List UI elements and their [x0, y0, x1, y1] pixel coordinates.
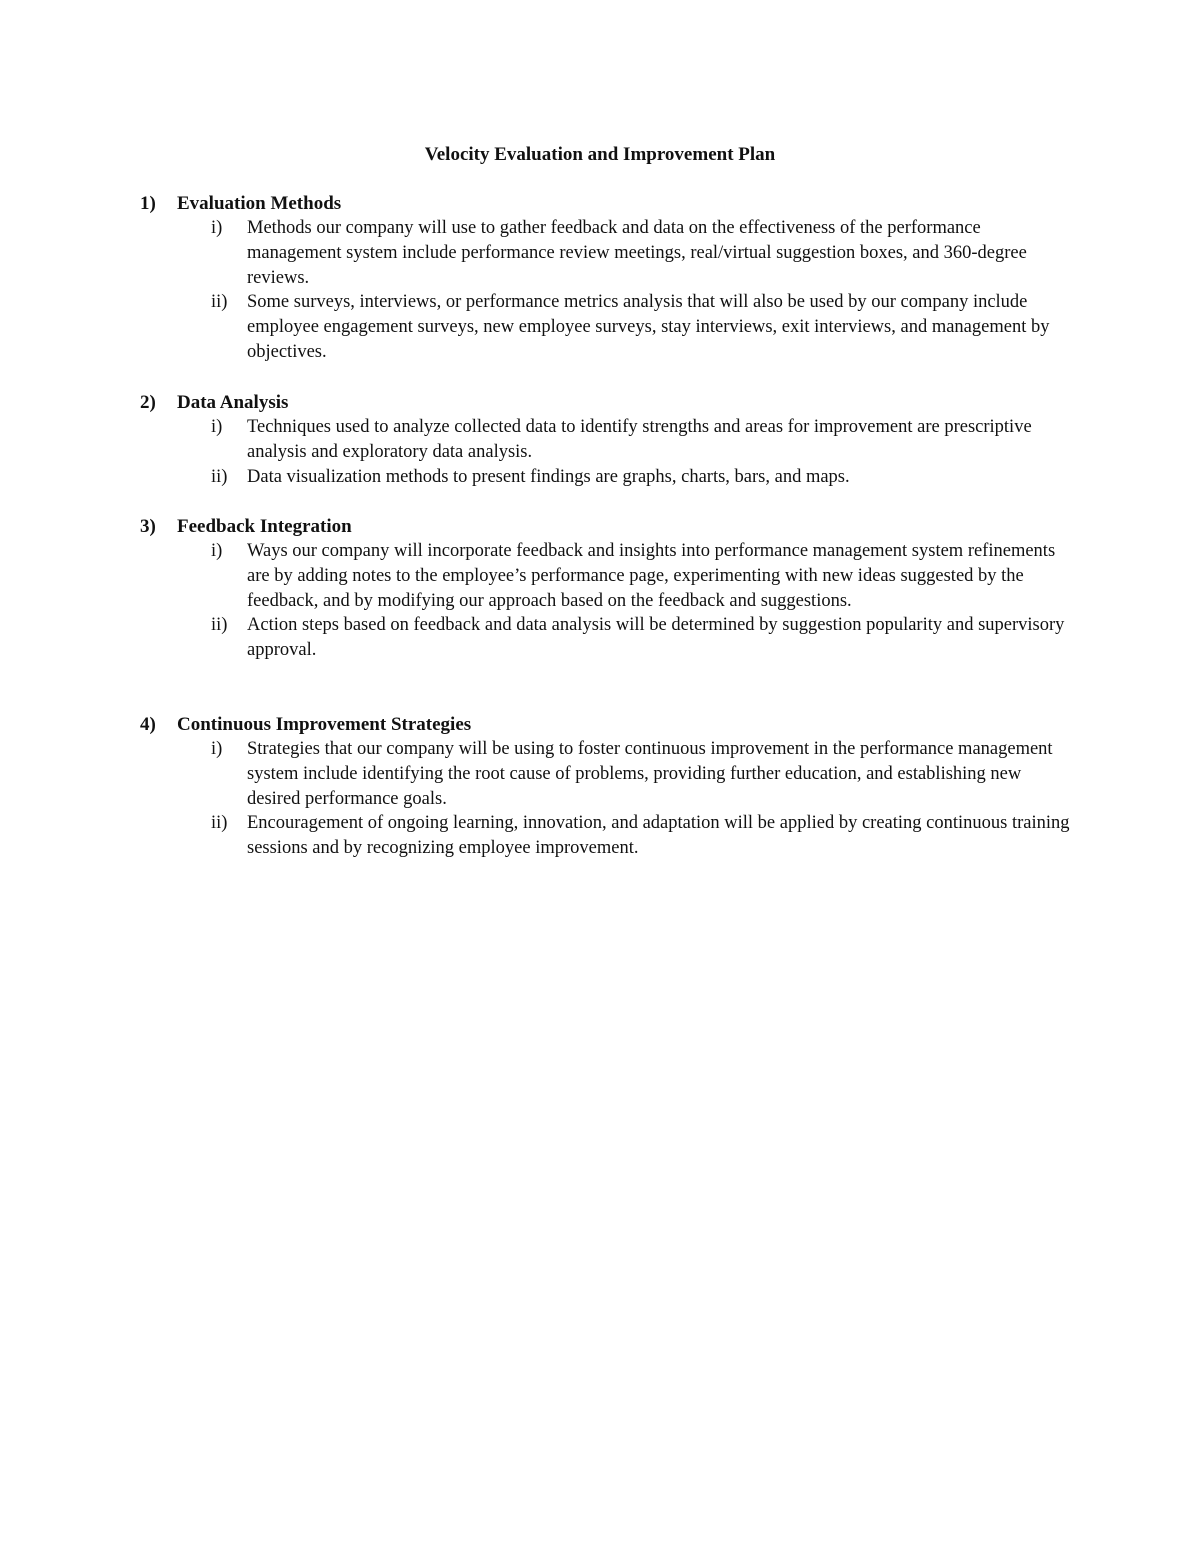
item-number: i) [211, 541, 223, 561]
item-number: ii) [211, 292, 228, 313]
list-item [140, 216, 1070, 290]
item-number: ii) [211, 615, 228, 636]
list-item [140, 290, 1070, 364]
list-item [140, 415, 1070, 465]
list-item [140, 737, 1070, 811]
section-number: 1) [140, 193, 156, 214]
item-number: i) [211, 739, 223, 759]
item-number: ii) [211, 813, 228, 834]
item-number: ii) [211, 466, 228, 487]
section-continuous-improvement [140, 713, 1070, 861]
section-title: Data Analysis [177, 392, 289, 413]
list-item [140, 465, 1070, 490]
document-title: Velocity Evaluation and Improvement Plan [424, 144, 776, 165]
item-text: Data visualization methods to present findings are graphs, charts, bars, and maps. [247, 466, 850, 487]
section-heading [140, 192, 1070, 216]
section-title: Feedback Integration [177, 516, 352, 537]
section-feedback-integration [140, 515, 1070, 663]
item-number: i) [211, 218, 223, 238]
section-heading [140, 391, 1070, 415]
item-text: Encouragement of ongoing learning, innovation, and adaptation will be applied by creating continuous training sessions and by recognizing employee improvement. [247, 813, 1070, 859]
list-item [140, 811, 1070, 861]
item-text: Some surveys, interviews, or performance metrics analysis that will also be used by our company include employee engagement surveys, new employee surveys, stay interviews, exit interviews, and management by objectives. [247, 292, 1050, 362]
section-title: Evaluation Methods [177, 193, 342, 214]
section-number: 3) [140, 516, 156, 537]
section-heading [140, 515, 1070, 539]
list-item [140, 539, 1070, 613]
item-text: Techniques used to analyze collected data to identify strengths and areas for improvement are prescriptive analysis and exploratory data analysis. [247, 417, 1032, 462]
section-number: 4) [140, 714, 156, 735]
section-heading [140, 713, 1070, 737]
item-text: Action steps based on feedback and data analysis will be determined by suggestion popularity and supervisory approval. [247, 615, 1065, 661]
section-data-analysis [140, 391, 1070, 489]
item-text: Ways our company will incorporate feedback and insights into performance management system refinements are by adding notes to the employee’s performance page, experimenting with new ideas suggested by the feedback, and by modifying our approach based on the feedback and suggestions. [247, 541, 1056, 611]
section-title: Continuous Improvement Strategies [177, 714, 472, 735]
item-text: Methods our company will use to gather feedback and data on the effectiveness of the performance management system include performance review meetings, real/virtual suggestion boxes, and 360-degree reviews. [247, 218, 1027, 288]
item-text: Strategies that our company will be using to foster continuous improvement in the performance management system include identifying the root cause of problems, providing further education, and establishing new desired performance goals. [247, 739, 1053, 809]
list-item [140, 613, 1070, 663]
item-number: i) [211, 417, 223, 437]
section-evaluation-methods [140, 192, 1070, 365]
section-number: 2) [140, 392, 156, 413]
